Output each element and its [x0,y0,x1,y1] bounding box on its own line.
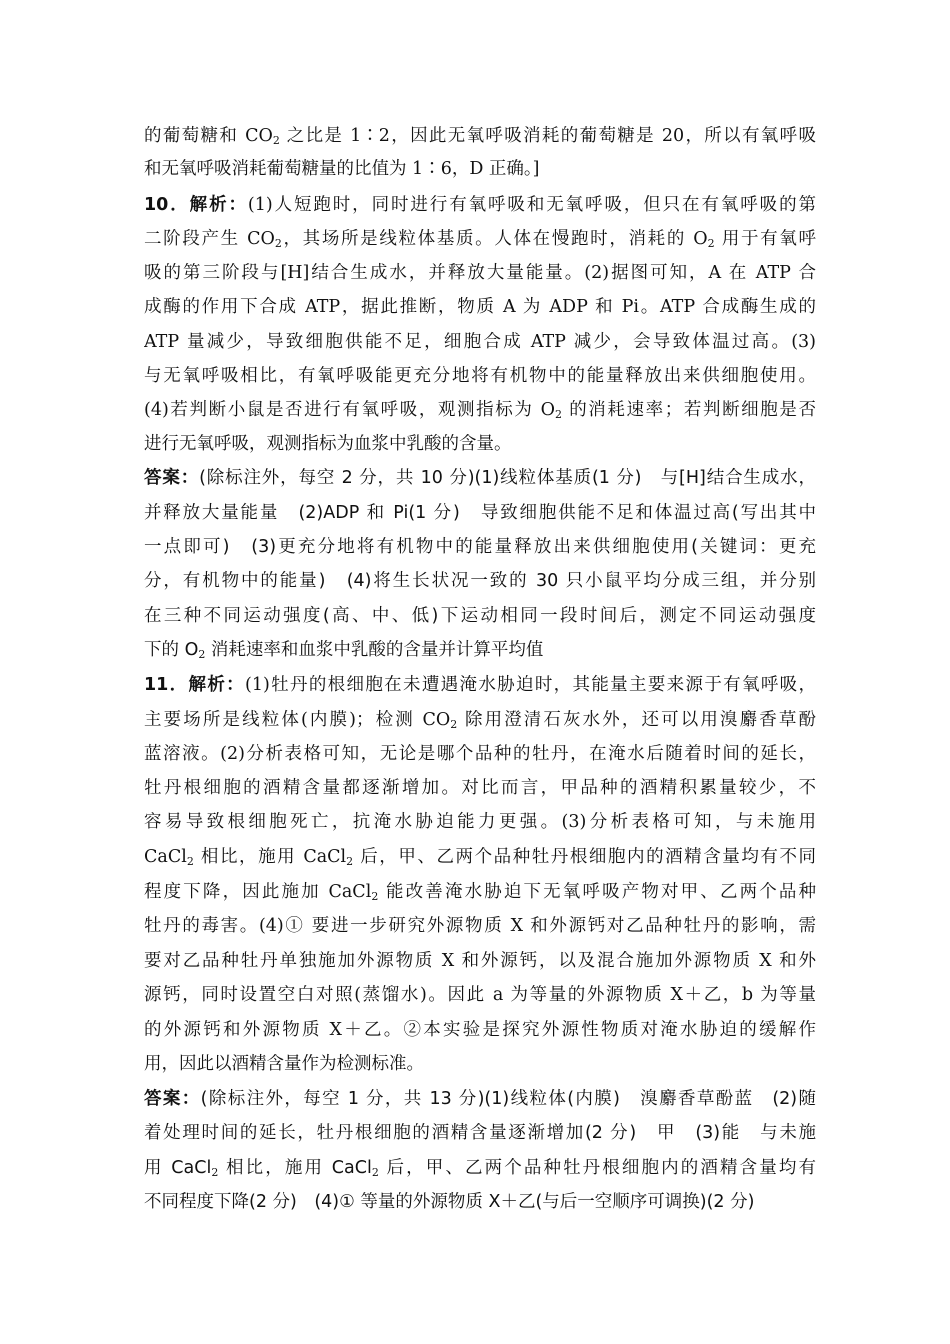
answer-text: 一点即可) (3)更充分地将有机物中的能量释放出来供细胞使用(关键词：更充 [144,537,816,557]
body-text: 相比，施用 CaCl [193,847,347,867]
body-text: 用，因此以酒精含量作为检测标准。 [144,1054,424,1074]
text-line [144,1052,816,1078]
text-line [144,949,816,975]
answer-text: 后，甲、乙两个品种牡丹根细胞内的酒精含量均有 [378,1158,816,1178]
subscript: 2 [346,855,354,868]
text-line [144,466,816,492]
answer-text: 下的 O [144,640,199,660]
body-text: 牡丹的毒害。(4)① 要进一步研究外源物质 X 和外源钙对乙品种牡丹的影响，需 [144,916,816,936]
text-line [144,742,816,768]
text-line [144,535,816,561]
text-line [144,776,816,802]
subscript: 2 [274,237,282,250]
body-text: 进行无氧呼吸，观测指标为血浆中乳酸的含量。 [144,434,512,454]
text-line [144,157,816,183]
section-label: 10．解析： [144,195,248,215]
body-text: 的外源钙和外源物质 X＋乙。②本实验是探究外源性物质对淹水胁迫的缓解作 [144,1020,816,1040]
body-text: ，其场所是线粒体基质。人体在慢跑时，消耗的 O [281,229,708,249]
subscript: 2 [211,1166,219,1179]
body-text: 用于有氧呼 [714,229,816,249]
text-line [144,673,816,699]
answer-text: 消耗速率和血浆中乳酸的含量并计算平均值 [205,640,544,660]
body-text: 要对乙品种牡丹单独施加外源物质 X 和外源钙，以及混合施加外源物质 X 和外 [144,951,816,971]
answer-text: 用 CaCl [144,1158,212,1178]
subscript: 2 [198,648,206,661]
text-line [144,1018,816,1044]
text-line [144,810,816,836]
subscript: 2 [371,890,379,903]
text-line [144,845,816,871]
text-line [144,1087,816,1113]
body-text: 容易导致根细胞死亡，抗淹水胁迫能力更强。(3)分析表格可知，与未施用 [144,812,816,832]
subscript: 2 [371,1166,379,1179]
text-line [144,501,816,527]
body-text: 吸的第三阶段与[H]结合生成水，并释放大量能量。(2)据图可知，A 在 ATP 合 [144,263,816,283]
body-text: 蓝溶液。(2)分析表格可知，无论是哪个品种的牡丹，在淹水后随着时间的延长， [144,744,816,764]
text-line [144,1156,816,1182]
body-text: 程度下降，因此施加 CaCl [144,882,372,902]
subscript: 2 [450,718,458,731]
body-text: 之比是 1∶2，因此无氧呼吸消耗的葡萄糖是 20，所以有氧呼吸 [279,126,816,146]
section-label: 答案： [144,468,200,488]
text-line [144,708,816,734]
text-line [144,364,816,390]
body-text: 能改善淹水胁迫下无氧呼吸产物对甲、乙两个品种 [378,882,816,902]
body-text: 的葡萄糖和 CO [144,126,273,146]
body-text: 除用澄清石灰水外，还可以用溴麝香草酚 [457,710,816,730]
text-line [144,432,816,458]
text-line [144,914,816,940]
subscript: 2 [272,134,280,147]
text-line [144,638,816,664]
text-line [144,604,816,630]
text-line [144,398,816,424]
subscript: 2 [707,237,715,250]
answer-text: (除标注外，每空 1 分，共 13 分)(1)线粒体(内膜) 溴麝香草酚蓝 (2)随 [200,1089,816,1109]
subscript: 2 [555,408,563,421]
body-text: (1)人短跑时，同时进行有氧呼吸和无氧呼吸，但只在有氧呼吸的第 [247,195,816,215]
body-text: 二阶段产生 CO [144,229,275,249]
text-line [144,880,816,906]
text-line [144,330,816,356]
body-text: 后，甲、乙两个品种牡丹根细胞内的酒精含量均有不同 [353,847,816,867]
body-text: CaCl [144,847,187,867]
body-text: 和无氧呼吸消耗葡萄糖量的比值为 1∶6，D 正确。] [144,159,540,179]
text-line [144,1121,816,1147]
answer-text: 在三种不同运动强度(高、中、低)下运动相同一段时间后，测定不同运动强度 [144,606,816,626]
body-text: 成酶的作用下合成 ATP，据此推断，物质 A 为 ADP 和 Pi。ATP 合成酶生成的 [144,297,816,317]
text-line [144,124,816,150]
text-line [144,227,816,253]
answer-text: (除标注外，每空 2 分，共 10 分)(1)线粒体基质(1 分) 与[H]结合生成水， [199,468,816,488]
text-line [144,1190,816,1216]
answer-text: 着处理时间的延长，牡丹根细胞的酒精含量逐渐增加(2 分) 甲 (3)能 与未施 [144,1123,816,1143]
body-text: 源钙，同时设置空白对照(蒸馏水)。因此 a 为等量的外源物质 X＋乙，b 为等量 [144,985,816,1005]
section-label: 11．解析： [144,675,246,695]
text-line [144,983,816,1009]
subscript: 2 [186,855,194,868]
answer-text: 分，有机物中的能量) (4)将生长状况一致的 30 只小鼠平均分成三组，并分别 [144,571,816,591]
text-line [144,295,816,321]
body-text: (4)若判断小鼠是否进行有氧呼吸，观测指标为 O [144,400,556,420]
answer-text: 相比，施用 CaCl [218,1158,372,1178]
answer-text: 并释放大量能量 (2)ADP 和 Pi(1 分) 导致细胞供能不足和体温过高(写出其中 [144,503,816,523]
answer-text: 不同程度下降(2 分) (4)① 等量的外源物质 X＋乙(与后一空顺序可调换)(2 分) [144,1192,755,1212]
body-text: 牡丹根细胞的酒精含量都逐渐增加。对比而言，甲品种的酒精积累量较少，不 [144,778,816,798]
body-text: ATP 量减少，导致细胞供能不足，细胞合成 ATP 减少，会导致体温过高。(3) [144,332,816,352]
text-line [144,261,816,287]
body-text: 与无氧呼吸相比，有氧呼吸能更充分地将有机物中的能量释放出来供细胞使用。 [144,366,816,386]
text-line [144,193,816,219]
section-label: 答案： [144,1089,201,1109]
body-text: (1)牡丹的根细胞在未遭遇淹水胁迫时，其能量主要来源于有氧呼吸， [245,675,816,695]
body-text: 主要场所是线粒体(内膜)；检测 CO [144,710,451,730]
body-text: 的消耗速率；若判断细胞是否 [562,400,816,420]
text-line [144,569,816,595]
